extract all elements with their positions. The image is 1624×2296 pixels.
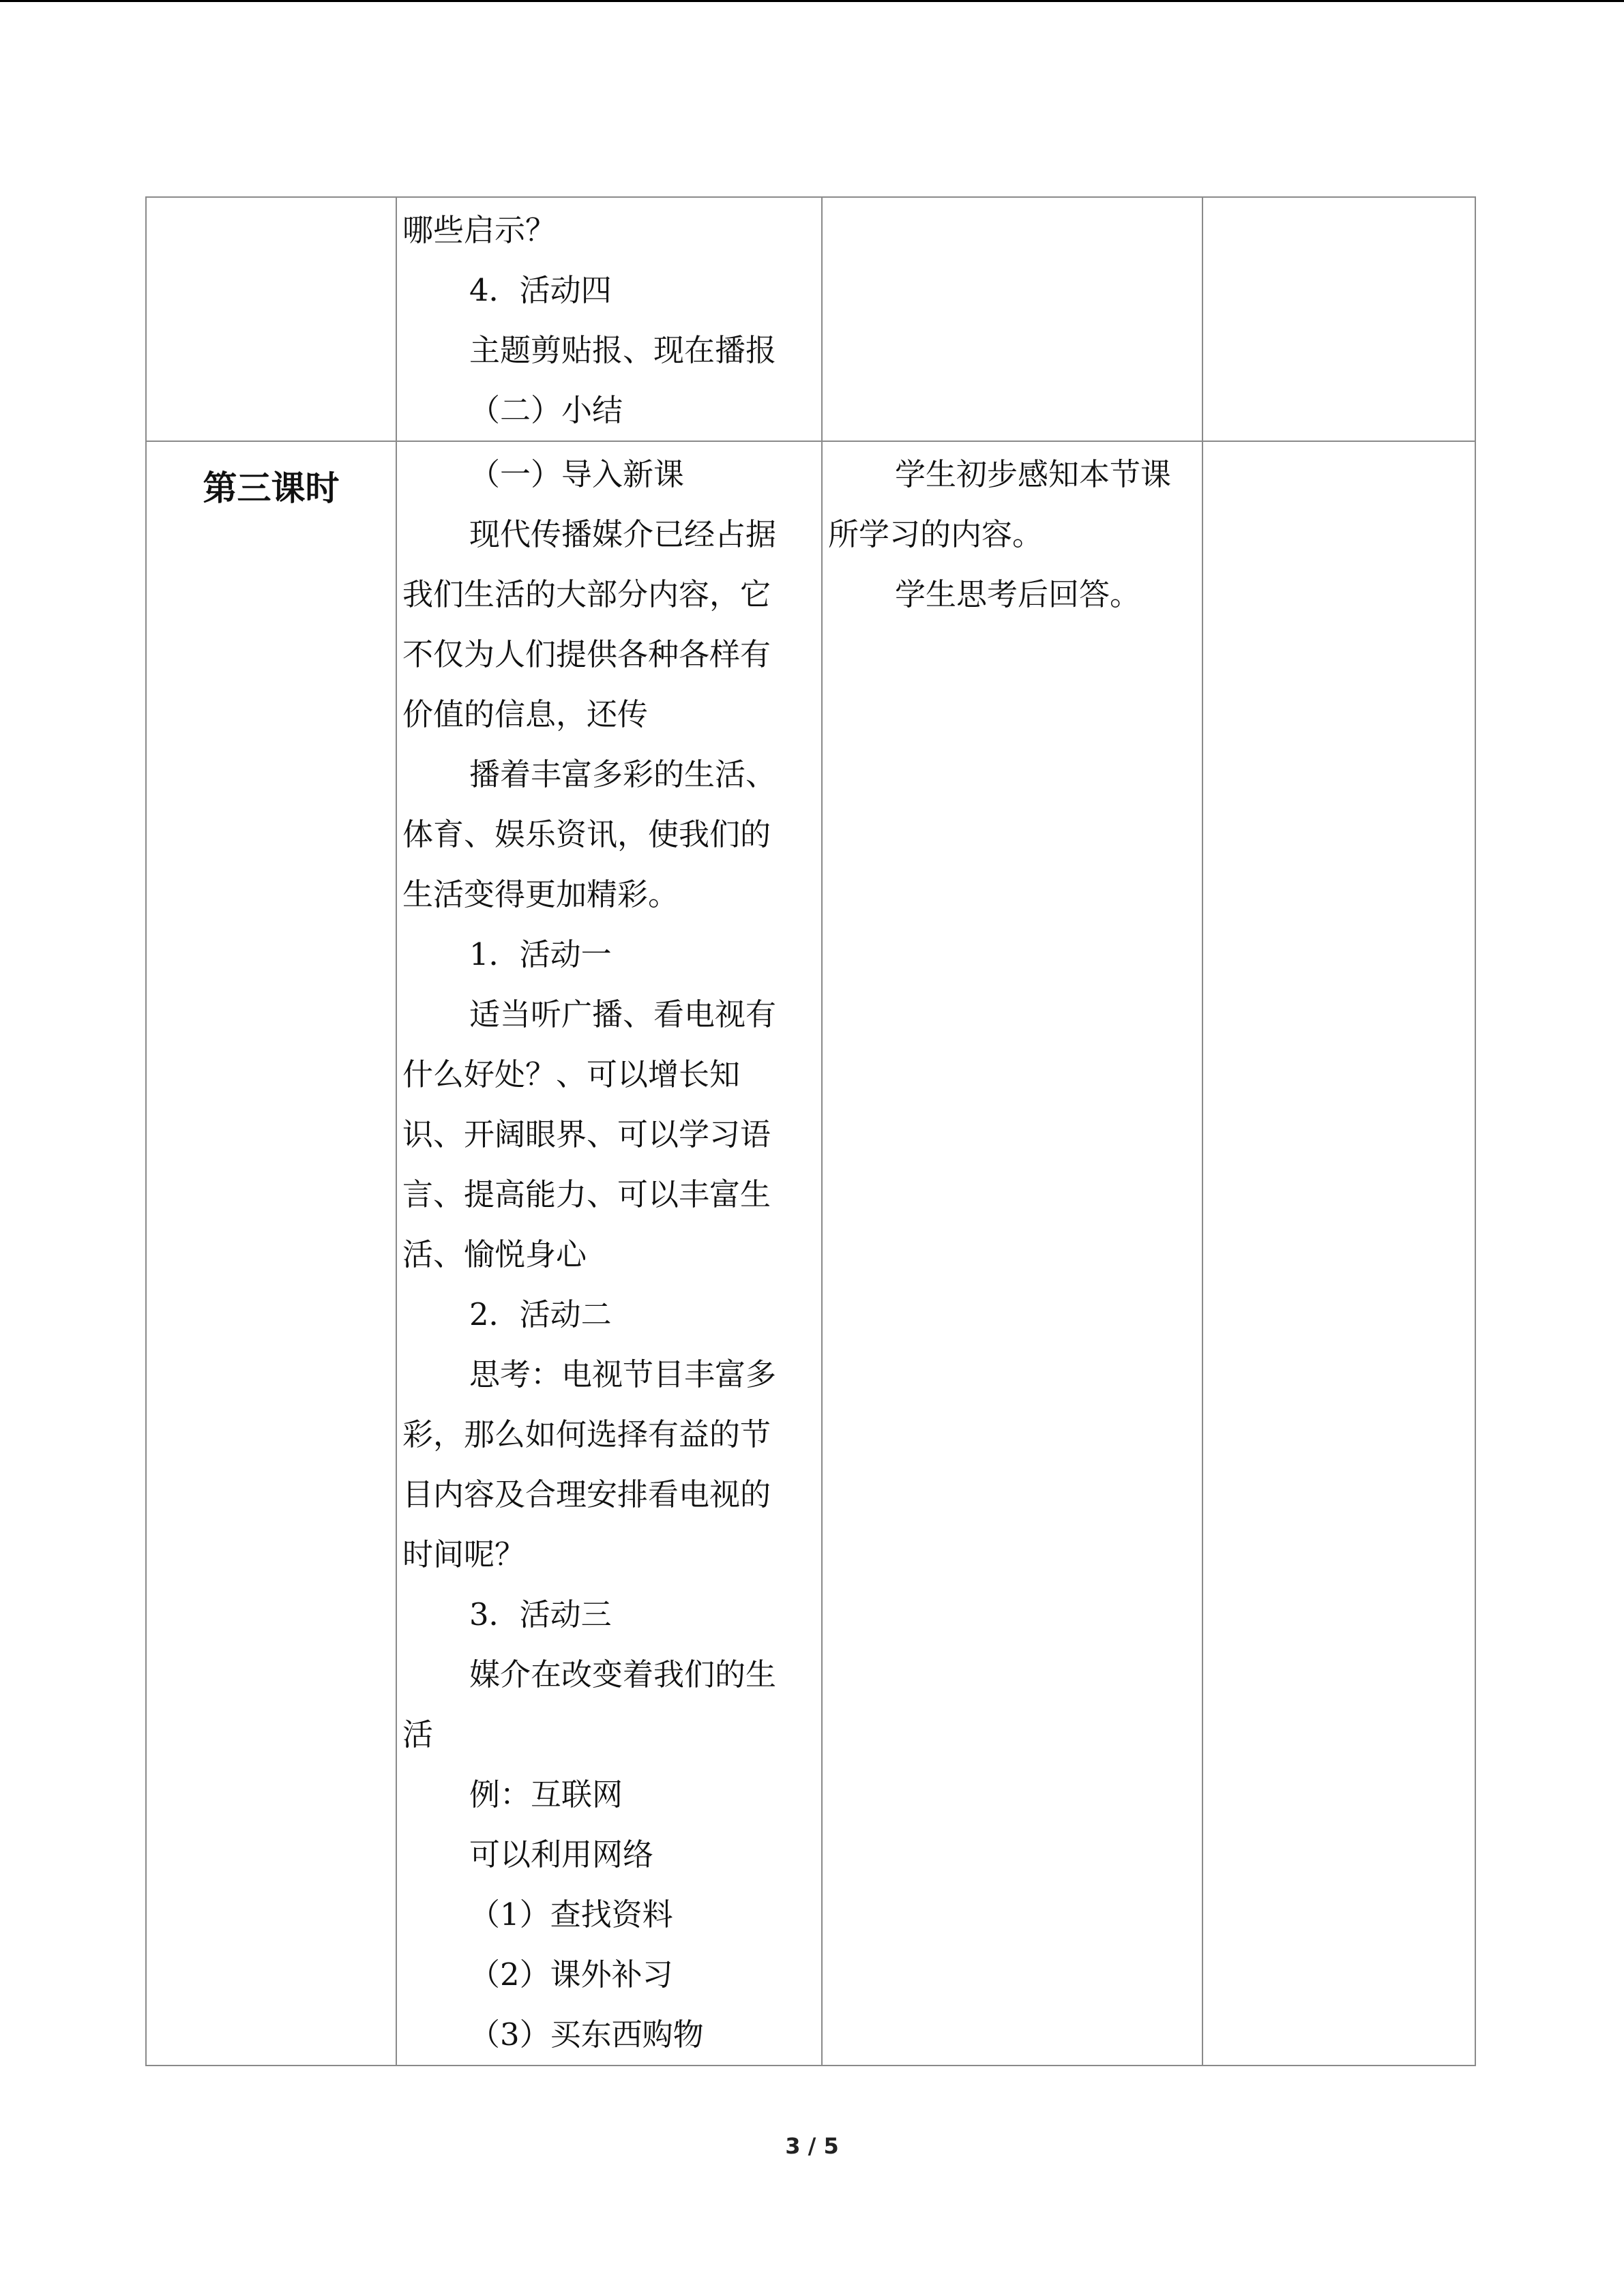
text-line: 学生初步感知本节课: [895, 456, 1172, 492]
text-line: 播着丰富多彩的生活、: [469, 756, 777, 792]
student-activity-cell: [822, 441, 1202, 2066]
page-number: 3 / 5: [785, 2133, 839, 2159]
text-line: 时间呢？: [402, 1536, 526, 1572]
text-line: 言、提高能力、可以丰富生: [402, 1176, 771, 1212]
table-row-session-three: [146, 441, 1475, 2066]
page-top-rule: [0, 0, 1624, 2]
session-title: 第三课时: [203, 468, 340, 508]
text-line: （3）买东西购物: [469, 2016, 704, 2053]
text-line: 目内容及合理安排看电视的: [402, 1476, 771, 1512]
text-line: （一）导入新课: [469, 456, 685, 492]
text-line: 所学习的内容。: [828, 516, 1044, 552]
text-line: 可以利用网络: [469, 1836, 654, 1873]
text-line: 适当听广播、看电视有: [469, 996, 777, 1032]
student-activity-cell: [822, 197, 1202, 441]
lesson-plan-table: [145, 196, 1476, 2066]
text-line: 3．活动三: [469, 1596, 612, 1632]
teaching-process-cell: [396, 197, 822, 441]
text-line: 4．活动四: [469, 272, 612, 308]
session-cell: [146, 441, 396, 2066]
text-line: （二）小结: [469, 392, 623, 428]
text-line: 识、开阔眼界、可以学习语: [402, 1116, 771, 1152]
session-cell-empty: [146, 197, 396, 441]
teaching-process-cell: [396, 441, 822, 2066]
text-line: 例：互联网: [469, 1776, 623, 1813]
text-line: 什么好处？、可以增长知: [402, 1056, 741, 1092]
text-line: 1．活动一: [469, 936, 612, 972]
teaching-process-lines: [397, 442, 821, 2065]
text-line: 我们生活的大部分内容，它: [402, 576, 771, 612]
text-line: 学生思考后回答。: [895, 576, 1141, 612]
teaching-process-lines: [397, 198, 821, 441]
notes-cell: [1202, 197, 1475, 441]
table-row-continuation: [146, 197, 1475, 441]
text-line: 彩，那么如何选择有益的节: [402, 1416, 771, 1452]
text-line: 主题剪贴报、现在播报: [469, 332, 777, 368]
text-line: 生活变得更加精彩。: [402, 876, 679, 912]
text-line: （1）查找资料: [469, 1896, 673, 1933]
notes-cell: [1202, 441, 1475, 2066]
text-line: 体育、娱乐资讯，使我们的: [402, 816, 771, 852]
text-line: （2）课外补习: [469, 1956, 673, 1993]
text-line: 思考：电视节目丰富多: [469, 1356, 777, 1392]
text-line: 不仅为人们提供各种各样有: [402, 636, 771, 672]
text-line: 2．活动二: [469, 1296, 612, 1332]
text-line: 现代传播媒介已经占据: [469, 516, 777, 552]
text-line: 活、愉悦身心: [402, 1236, 587, 1272]
text-line: 哪些启示？: [402, 212, 557, 248]
text-line: 媒介在改变着我们的生: [469, 1656, 777, 1693]
text-line: 活: [402, 1716, 434, 1753]
student-activity-lines: [823, 442, 1202, 625]
text-line: 价值的信息，还传: [402, 696, 649, 732]
